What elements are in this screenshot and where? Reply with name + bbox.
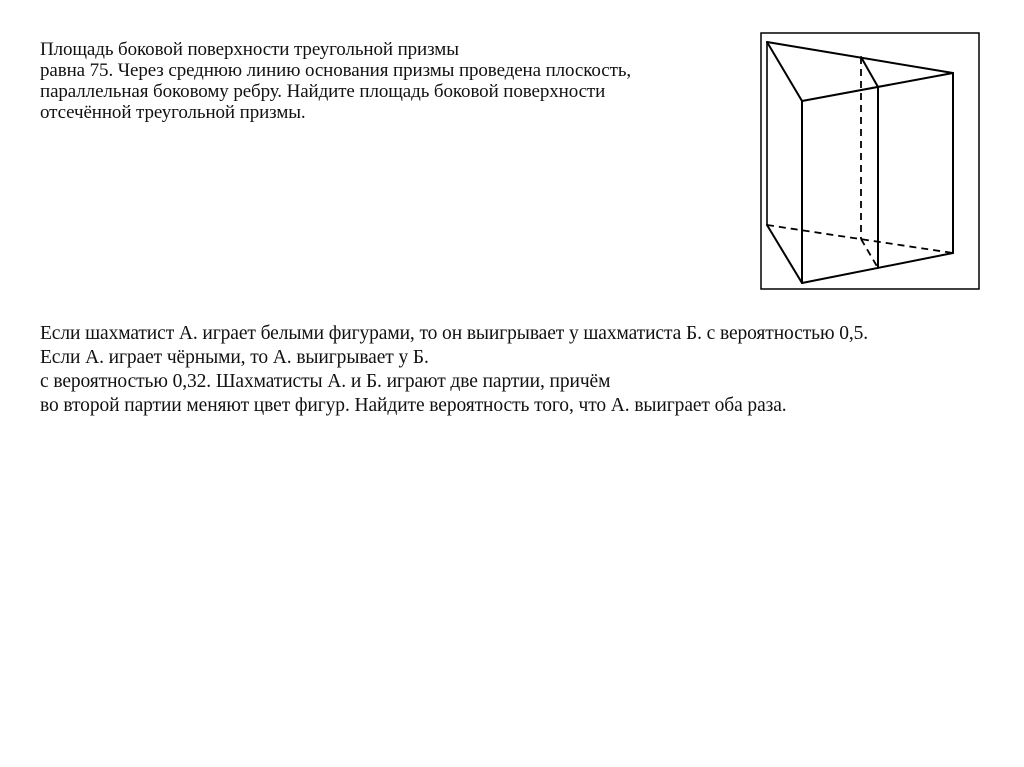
problem-chess-line: во второй партии меняют цвет фигур. Найдите вероятность того, что А. выиграет оба раза. (40, 395, 787, 416)
problem-chess-line: Если А. играет чёрными, то А. выигрывает у Б. (40, 347, 429, 368)
problem-chess-line: Если шахматист А. играет белыми фигурами, то он выигрывает у шахматиста Б. с вероятностью 0,5. (40, 323, 869, 344)
top-edge-back (767, 42, 953, 73)
problem-prism-line: Площадь боковой поверхности треугольной призмы (40, 39, 459, 60)
section-bottom-edge-hidden (861, 239, 878, 268)
triangular-prism-diagram-icon (760, 32, 980, 290)
problem-prism-text (40, 39, 631, 123)
top-edge-left (767, 42, 802, 101)
section-top-edge (861, 57, 878, 87)
problem-chess-line: с вероятностью 0,32. Шахматисты А. и Б. играют две партии, причём (40, 371, 611, 392)
problem-chess-text (40, 322, 868, 418)
problem-prism-line: равна 75. Через среднюю линию основания призмы проведена плоскость, (40, 60, 632, 81)
prism-figure (760, 32, 980, 290)
problem-prism-line: отсечённой треугольной призмы. (40, 102, 306, 123)
problem-prism-line: параллельная боковому ребру. Найдите площадь боковой поверхности (40, 81, 606, 102)
bottom-edge-left (767, 225, 802, 283)
bottom-edge-back-hidden (767, 225, 953, 253)
